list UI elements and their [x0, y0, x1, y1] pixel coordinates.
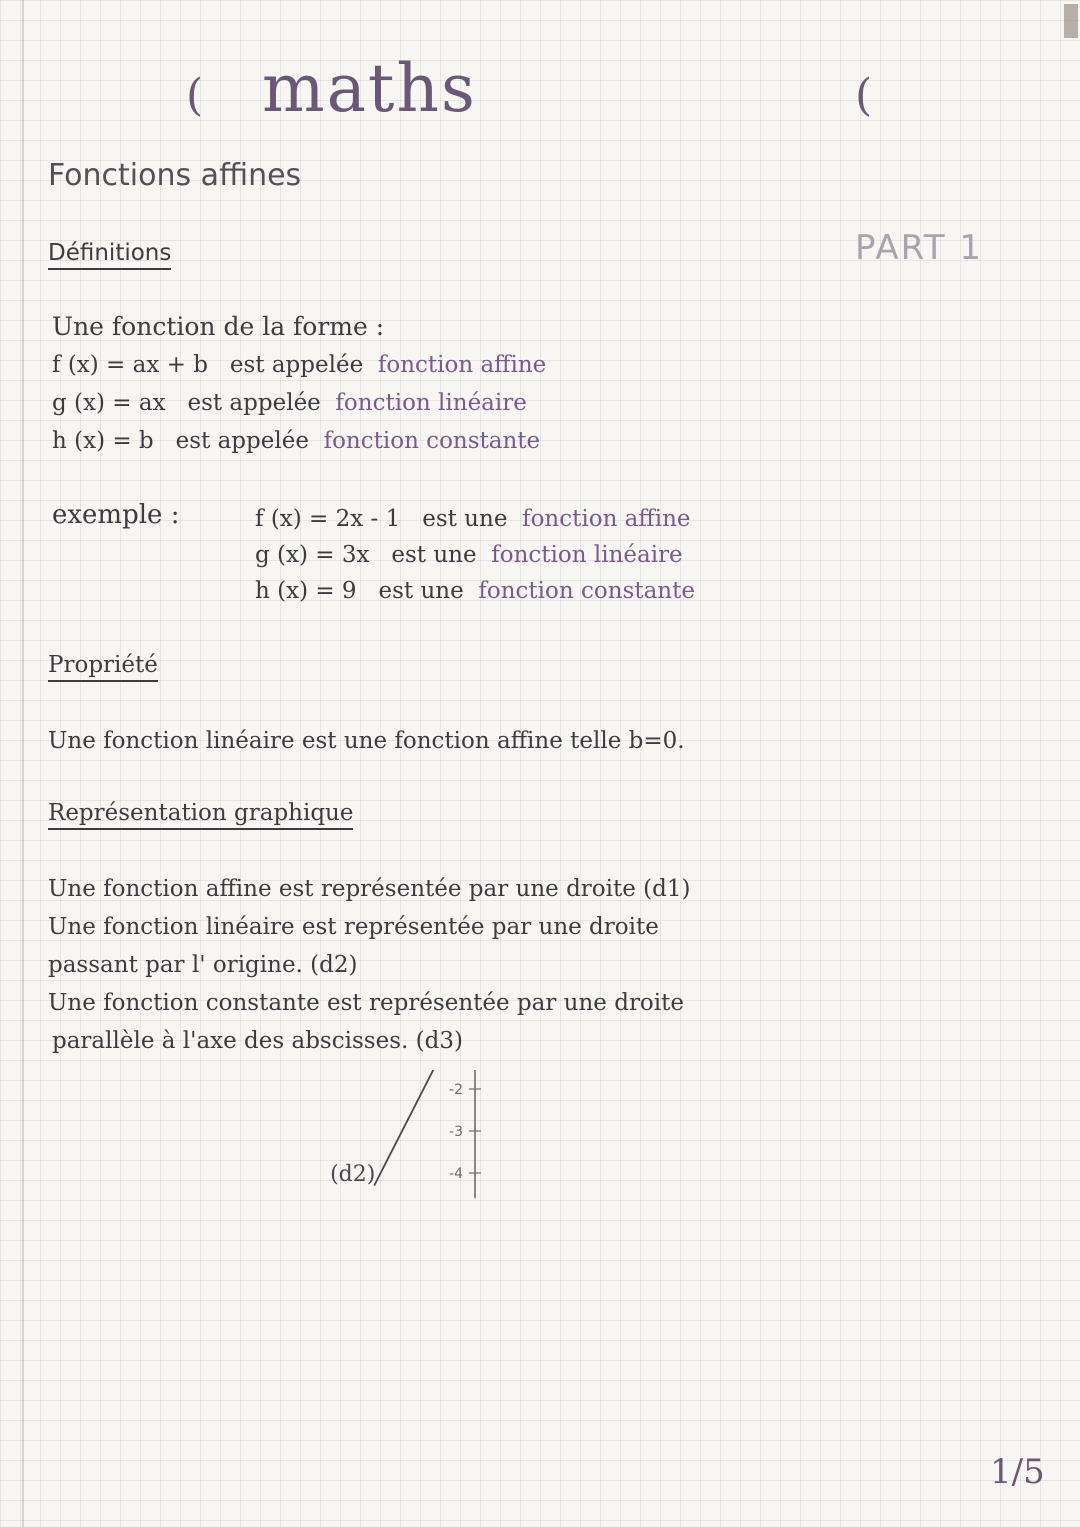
example-term: fonction constante [478, 578, 695, 604]
property-heading: Propriété [48, 652, 158, 682]
example-verb: est une [391, 542, 477, 568]
page-number: 1/5 [990, 1452, 1045, 1492]
definition-expression: h (x) = b [52, 428, 154, 454]
y-tick-label: -4 [449, 1166, 463, 1182]
example-row [255, 578, 695, 604]
definition-verb: est appelée [187, 390, 321, 416]
part-label: PART 1 [855, 228, 983, 268]
example-row [255, 506, 691, 532]
example-label: exemple : [52, 500, 180, 530]
definition-term: fonction linéaire [335, 390, 527, 416]
representation-line: Une fonction linéaire est représentée par une droite [48, 914, 659, 940]
example-expression: h (x) = 9 [255, 578, 357, 604]
example-verb: est une [378, 578, 464, 604]
example-expression: f (x) = 2x - 1 [255, 506, 401, 532]
example-row [255, 542, 683, 568]
y-tick-label: -3 [449, 1124, 463, 1140]
representation-line: parallèle à l'axe des abscisses. (d3) [52, 1028, 463, 1054]
representation-line: Une fonction affine est représentée par une droite (d1) [48, 876, 691, 902]
definition-expression: f (x) = ax + b [52, 352, 208, 378]
margin-line [22, 0, 24, 1527]
subject-title: Fonctions affines [48, 158, 302, 193]
definitions-intro: Une fonction de la forme : [52, 312, 385, 341]
function-graph [240, 1070, 860, 1470]
example-term: fonction linéaire [491, 542, 683, 568]
representation-line: Une fonction constante est représentée par une droite [48, 990, 684, 1016]
title-paren-left: ( [186, 70, 204, 121]
title-paren-right: ( [855, 70, 873, 121]
line-d2-label: (d2) [330, 1161, 376, 1187]
representation-line: passant par l' origine. (d2) [48, 952, 358, 978]
definition-expression: g (x) = ax [52, 390, 166, 416]
definition-row [52, 352, 546, 378]
representation-heading: Représentation graphique [48, 800, 353, 830]
definition-term: fonction affine [377, 352, 547, 378]
definition-row [52, 390, 527, 416]
y-tick-label: -2 [449, 1082, 463, 1098]
example-verb: est une [422, 506, 508, 532]
example-term: fonction affine [522, 506, 691, 532]
definition-verb: est appelée [229, 352, 364, 378]
page-title: maths [262, 50, 477, 127]
definition-row [52, 428, 540, 454]
property-text: Une fonction linéaire est une fonction affine telle b=0. [48, 728, 685, 754]
definition-term: fonction constante [323, 428, 541, 454]
page-corner-tab [1064, 4, 1078, 38]
example-expression: g (x) = 3x [255, 542, 370, 568]
definitions-heading: Définitions [48, 240, 171, 270]
definition-verb: est appelée [175, 428, 309, 454]
